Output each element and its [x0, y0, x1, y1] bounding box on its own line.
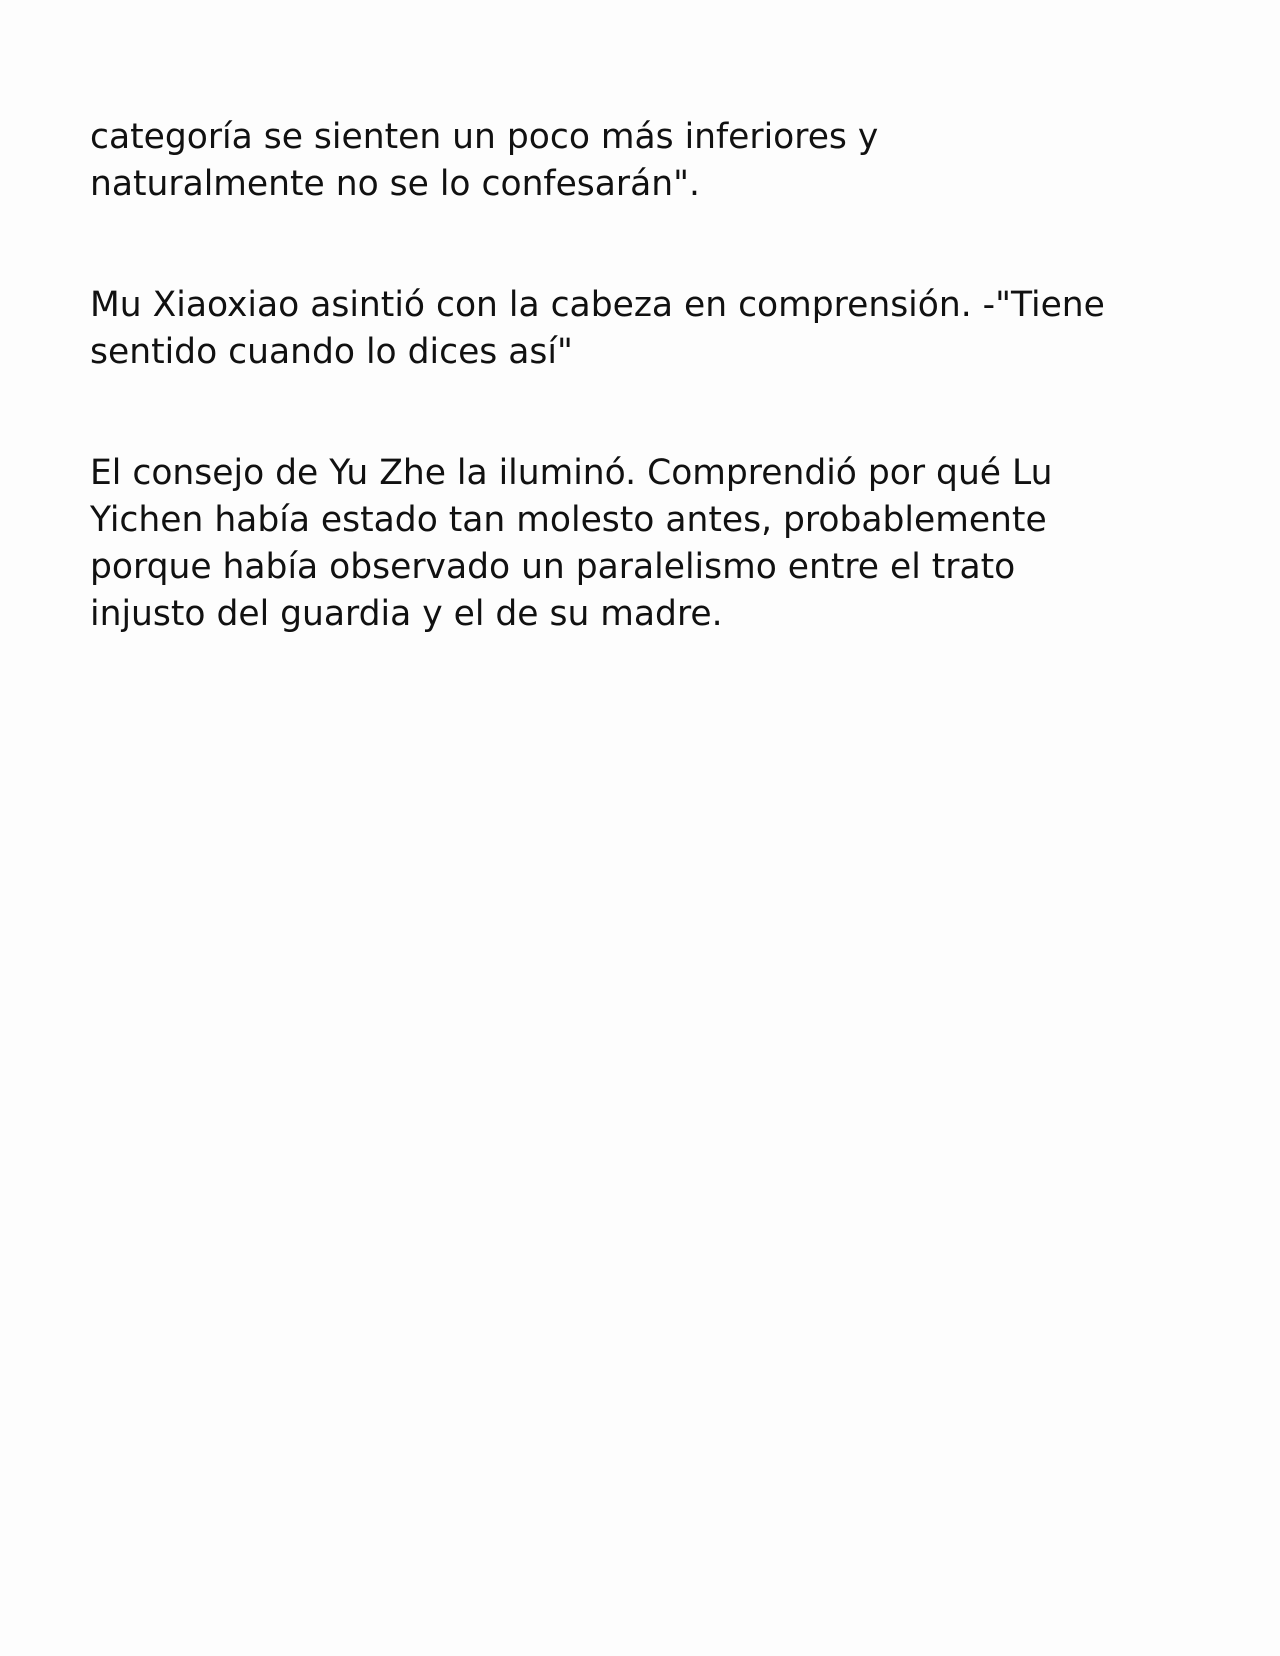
paragraph-2: Mu Xiaoxiao asintió con la cabeza en comprensión. -"Tiene sentido cuando lo dices así"	[90, 285, 1105, 372]
paragraph-3: El consejo de Yu Zhe la iluminó. Comprendió por qué Lu Yichen había estado tan molesto antes, probablemente porque había observado un paralelismo entre el trato injusto del guardia y el de su madre.	[90, 453, 1053, 634]
paragraph-1: categoría se sienten un poco más inferiores y naturalmente no se lo confesarán".	[90, 117, 879, 204]
text-body	[90, 114, 1230, 712]
